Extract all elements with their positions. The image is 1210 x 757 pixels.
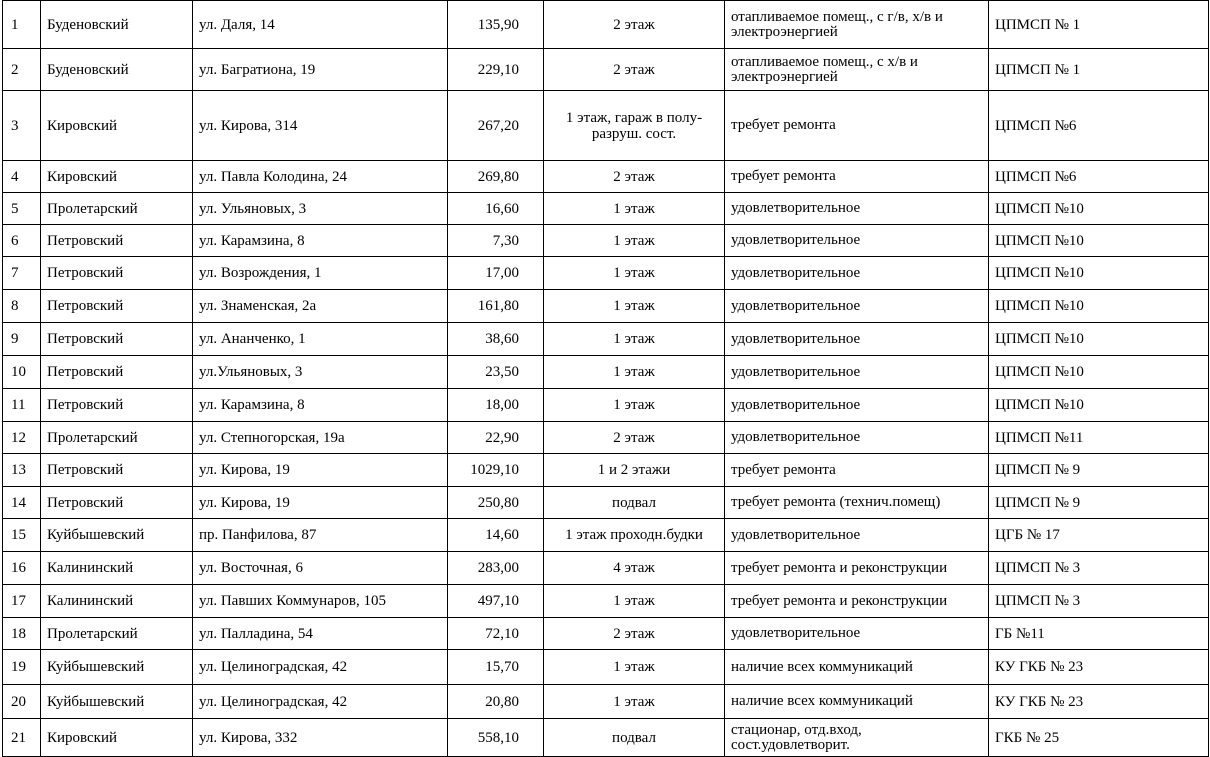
row-number: 20 [3,685,41,719]
district-cell: Кировский [41,91,193,161]
area-cell: 135,90 [448,1,544,49]
address-cell: ул. Карамзина, 8 [193,389,448,422]
address-cell: ул.Ульяновых, 3 [193,356,448,389]
table-row [3,454,1209,487]
condition-cell: стационар, отд.вход, сост.удовлетворит. [725,719,989,757]
floor-cell: подвал [544,719,725,757]
row-number: 18 [3,618,41,650]
institution-cell: КУ ГКБ № 23 [989,685,1209,719]
area-cell: 497,10 [448,585,544,618]
row-number: 9 [3,323,41,356]
area-cell: 22,90 [448,422,544,454]
premises-table [2,0,1209,757]
floor-cell: 1 этаж проходн.будки [544,519,725,552]
institution-cell: ГБ №11 [989,618,1209,650]
area-cell: 267,20 [448,91,544,161]
row-number: 17 [3,585,41,618]
condition-cell: требует ремонта (технич.помещ) [725,487,989,519]
condition-cell: требует ремонта [725,91,989,161]
institution-cell: ЦПМСП № 9 [989,487,1209,519]
address-cell: ул. Целиноградская, 42 [193,650,448,685]
institution-cell: ЦПМСП №6 [989,161,1209,193]
institution-cell: ЦПМСП № 1 [989,49,1209,91]
area-cell: 558,10 [448,719,544,757]
district-cell: Петровский [41,487,193,519]
condition-cell: удовлетворительное [725,389,989,422]
address-cell: ул. Ульяновых, 3 [193,193,448,225]
floor-cell: 1 этаж [544,257,725,290]
area-cell: 283,00 [448,552,544,585]
institution-cell: ЦПМСП №10 [989,356,1209,389]
institution-cell: ГКБ № 25 [989,719,1209,757]
floor-cell: 1 этаж [544,356,725,389]
floor-cell: 1 этаж [544,290,725,323]
institution-cell: ЦПМСП № 9 [989,454,1209,487]
row-number: 11 [3,389,41,422]
floor-cell: 1 этаж [544,193,725,225]
table-row [3,618,1209,650]
institution-cell: ЦПМСП №10 [989,323,1209,356]
row-number: 21 [3,719,41,757]
row-number: 4 [3,161,41,193]
table-row [3,585,1209,618]
address-cell: ул. Степногорская, 19а [193,422,448,454]
row-number: 6 [3,225,41,257]
floor-cell: 1 этаж [544,650,725,685]
floor-cell: 1 этаж [544,685,725,719]
condition-cell: удовлетворительное [725,356,989,389]
condition-cell: удовлетворительное [725,519,989,552]
address-cell: ул. Кирова, 314 [193,91,448,161]
district-cell: Петровский [41,290,193,323]
district-cell: Куйбышевский [41,685,193,719]
district-cell: Кировский [41,719,193,757]
condition-cell: отапливаемое помещ., с х/в и электроэнергией [725,49,989,91]
institution-cell: ЦПМСП №10 [989,193,1209,225]
floor-cell: 2 этаж [544,618,725,650]
row-number: 5 [3,193,41,225]
table-row [3,1,1209,49]
table-row [3,389,1209,422]
area-cell: 7,30 [448,225,544,257]
floor-cell: 1 и 2 этажи [544,454,725,487]
institution-cell: ЦПМСП №10 [989,389,1209,422]
row-number: 8 [3,290,41,323]
institution-cell: ЦПМСП №6 [989,91,1209,161]
address-cell: ул. Целиноградская, 42 [193,685,448,719]
district-cell: Петровский [41,257,193,290]
row-number: 15 [3,519,41,552]
floor-cell: 2 этаж [544,49,725,91]
area-cell: 16,60 [448,193,544,225]
table-row [3,552,1209,585]
condition-cell: требует ремонта [725,454,989,487]
row-number: 3 [3,91,41,161]
area-cell: 38,60 [448,323,544,356]
district-cell: Пролетарский [41,422,193,454]
address-cell: ул. Знаменская, 2а [193,290,448,323]
row-number: 12 [3,422,41,454]
address-cell: ул. Возрождения, 1 [193,257,448,290]
area-cell: 20,80 [448,685,544,719]
condition-cell: требует ремонта [725,161,989,193]
district-cell: Петровский [41,356,193,389]
condition-cell: удовлетворительное [725,618,989,650]
table-row [3,91,1209,161]
floor-cell: 2 этаж [544,1,725,49]
address-cell: ул. Даля, 14 [193,1,448,49]
district-cell: Куйбышевский [41,650,193,685]
address-cell: ул. Кирова, 19 [193,487,448,519]
area-cell: 17,00 [448,257,544,290]
floor-cell: 4 этаж [544,552,725,585]
area-cell: 269,80 [448,161,544,193]
district-cell: Петровский [41,389,193,422]
floor-cell: 1 этаж, гараж в полу-разруш. сост. [544,91,725,161]
institution-cell: ЦПМСП № 3 [989,552,1209,585]
floor-cell: 1 этаж [544,389,725,422]
institution-cell: ЦПМСП №10 [989,257,1209,290]
district-cell: Калининский [41,552,193,585]
address-cell: ул. Карамзина, 8 [193,225,448,257]
district-cell: Буденовский [41,49,193,91]
institution-cell: ЦПМСП № 1 [989,1,1209,49]
area-cell: 18,00 [448,389,544,422]
area-cell: 15,70 [448,650,544,685]
address-cell: пр. Панфилова, 87 [193,519,448,552]
institution-cell: ЦПМСП №10 [989,225,1209,257]
condition-cell: требует ремонта и реконструкции [725,585,989,618]
district-cell: Петровский [41,225,193,257]
address-cell: ул. Павших Коммунаров, 105 [193,585,448,618]
table-row [3,323,1209,356]
floor-cell: подвал [544,487,725,519]
address-cell: ул. Восточная, 6 [193,552,448,585]
floor-cell: 1 этаж [544,225,725,257]
district-cell: Буденовский [41,1,193,49]
area-cell: 161,80 [448,290,544,323]
condition-cell: удовлетворительное [725,225,989,257]
area-cell: 23,50 [448,356,544,389]
district-cell: Куйбышевский [41,519,193,552]
district-cell: Пролетарский [41,193,193,225]
row-number: 1 [3,1,41,49]
institution-cell: КУ ГКБ № 23 [989,650,1209,685]
premises-table-body [3,1,1209,757]
institution-cell: ЦПМСП № 3 [989,585,1209,618]
condition-cell: наличие всех коммуникаций [725,685,989,719]
address-cell: ул. Ананченко, 1 [193,323,448,356]
table-row [3,225,1209,257]
row-number: 16 [3,552,41,585]
address-cell: ул. Кирова, 19 [193,454,448,487]
condition-cell: наличие всех коммуникаций [725,650,989,685]
area-cell: 229,10 [448,49,544,91]
condition-cell: удовлетворительное [725,193,989,225]
table-row [3,356,1209,389]
floor-cell: 1 этаж [544,323,725,356]
row-number: 2 [3,49,41,91]
table-row [3,719,1209,757]
address-cell: ул. Багратиона, 19 [193,49,448,91]
area-cell: 72,10 [448,618,544,650]
floor-cell: 1 этаж [544,585,725,618]
condition-cell: удовлетворительное [725,323,989,356]
table-row [3,161,1209,193]
address-cell: ул. Кирова, 332 [193,719,448,757]
area-cell: 14,60 [448,519,544,552]
district-cell: Кировский [41,161,193,193]
institution-cell: ЦПМСП №10 [989,290,1209,323]
address-cell: ул. Палладина, 54 [193,618,448,650]
condition-cell: удовлетворительное [725,290,989,323]
address-cell: ул. Павла Колодина, 24 [193,161,448,193]
condition-cell: удовлетворительное [725,422,989,454]
condition-cell: требует ремонта и реконструкции [725,552,989,585]
row-number: 13 [3,454,41,487]
table-row [3,422,1209,454]
table-row [3,257,1209,290]
row-number: 7 [3,257,41,290]
area-cell: 250,80 [448,487,544,519]
district-cell: Пролетарский [41,618,193,650]
row-number: 19 [3,650,41,685]
institution-cell: ЦПМСП №11 [989,422,1209,454]
condition-cell: удовлетворительное [725,257,989,290]
row-number: 10 [3,356,41,389]
floor-cell: 2 этаж [544,161,725,193]
table-row [3,487,1209,519]
row-number: 14 [3,487,41,519]
floor-cell: 2 этаж [544,422,725,454]
table-row [3,685,1209,719]
table-row [3,49,1209,91]
condition-cell: отапливаемое помещ., с г/в, х/в и электроэнергией [725,1,989,49]
institution-cell: ЦГБ № 17 [989,519,1209,552]
district-cell: Петровский [41,323,193,356]
table-row [3,650,1209,685]
table-row [3,290,1209,323]
district-cell: Петровский [41,454,193,487]
district-cell: Калининский [41,585,193,618]
table-row [3,519,1209,552]
area-cell: 1029,10 [448,454,544,487]
table-row [3,193,1209,225]
